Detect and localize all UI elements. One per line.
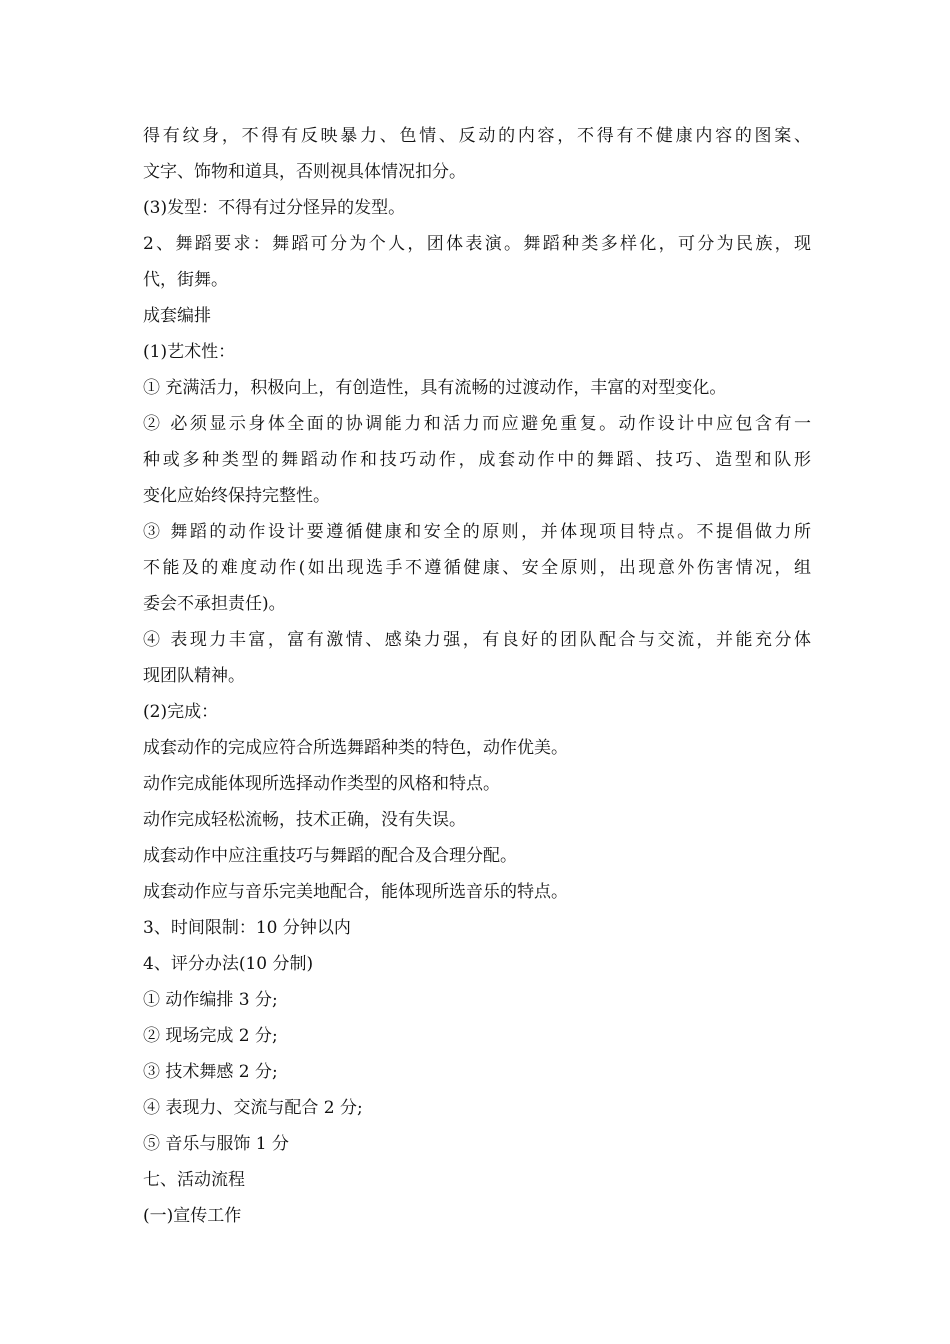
text-line: 种或多种类型的舞蹈动作和技巧动作，成套动作中的舞蹈、技巧、造型和队形	[143, 450, 811, 470]
text-line: 成套动作应与音乐完美地配合，能体现所选音乐的特点。	[143, 882, 568, 902]
text-line: ⑤ 音乐与服饰 1 分	[143, 1134, 290, 1154]
text-line: 得有纹身，不得有反映暴力、色情、反动的内容，不得有不健康内容的图案、	[143, 126, 811, 146]
text-line: 文字、饰物和道具，否则视具体情况扣分。	[143, 162, 466, 182]
text-line: ① 充满活力，积极向上，有创造性，具有流畅的过渡动作，丰富的对型变化。	[143, 378, 727, 398]
text-line: 4、评分办法(10 分制)	[143, 954, 314, 974]
text-line: 委会不承担责任)。	[143, 594, 286, 614]
text-line: ② 现场完成 2 分;	[143, 1026, 278, 1046]
text-line: ② 必须显示身体全面的协调能力和活力而应避免重复。动作设计中应包含有一	[143, 414, 811, 434]
text-line: 成套动作中应注重技巧与舞蹈的配合及合理分配。	[143, 846, 517, 866]
text-line: 2、舞蹈要求：舞蹈可分为个人，团体表演。舞蹈种类多样化，可分为民族，现	[143, 234, 811, 254]
text-line: 动作完成能体现所选择动作类型的风格和特点。	[143, 774, 500, 794]
text-line: (1)艺术性：	[143, 342, 236, 362]
text-line: 变化应始终保持完整性。	[143, 486, 330, 506]
text-line: 3、时间限制：10 分钟以内	[143, 918, 351, 938]
text-line: ④ 表现力、交流与配合 2 分;	[143, 1098, 363, 1118]
text-line: (3)发型：不得有过分怪异的发型。	[143, 198, 406, 218]
text-line: (2)完成：	[143, 702, 219, 722]
text-line: (一)宣传工作	[143, 1206, 242, 1226]
text-line: 动作完成轻松流畅，技术正确，没有失误。	[143, 810, 466, 830]
text-line: ④ 表现力丰富，富有激情、感染力强，有良好的团队配合与交流，并能充分体	[143, 630, 811, 650]
text-line: 不能及的难度动作(如出现选手不遵循健康、安全原则，出现意外伤害情况，组	[143, 558, 811, 578]
text-line: 成套编排	[143, 306, 211, 326]
text-line: ③ 舞蹈的动作设计要遵循健康和安全的原则，并体现项目特点。不提倡做力所	[143, 522, 811, 542]
text-line: 现团队精神。	[143, 666, 245, 686]
document-body	[143, 118, 811, 1234]
text-line: 代，街舞。	[143, 270, 228, 290]
text-line: 成套动作的完成应符合所选舞蹈种类的特色，动作优美。	[143, 738, 568, 758]
text-line: ③ 技术舞感 2 分;	[143, 1062, 278, 1082]
text-line: 七、活动流程	[143, 1170, 245, 1190]
text-line: ① 动作编排 3 分;	[143, 990, 278, 1010]
